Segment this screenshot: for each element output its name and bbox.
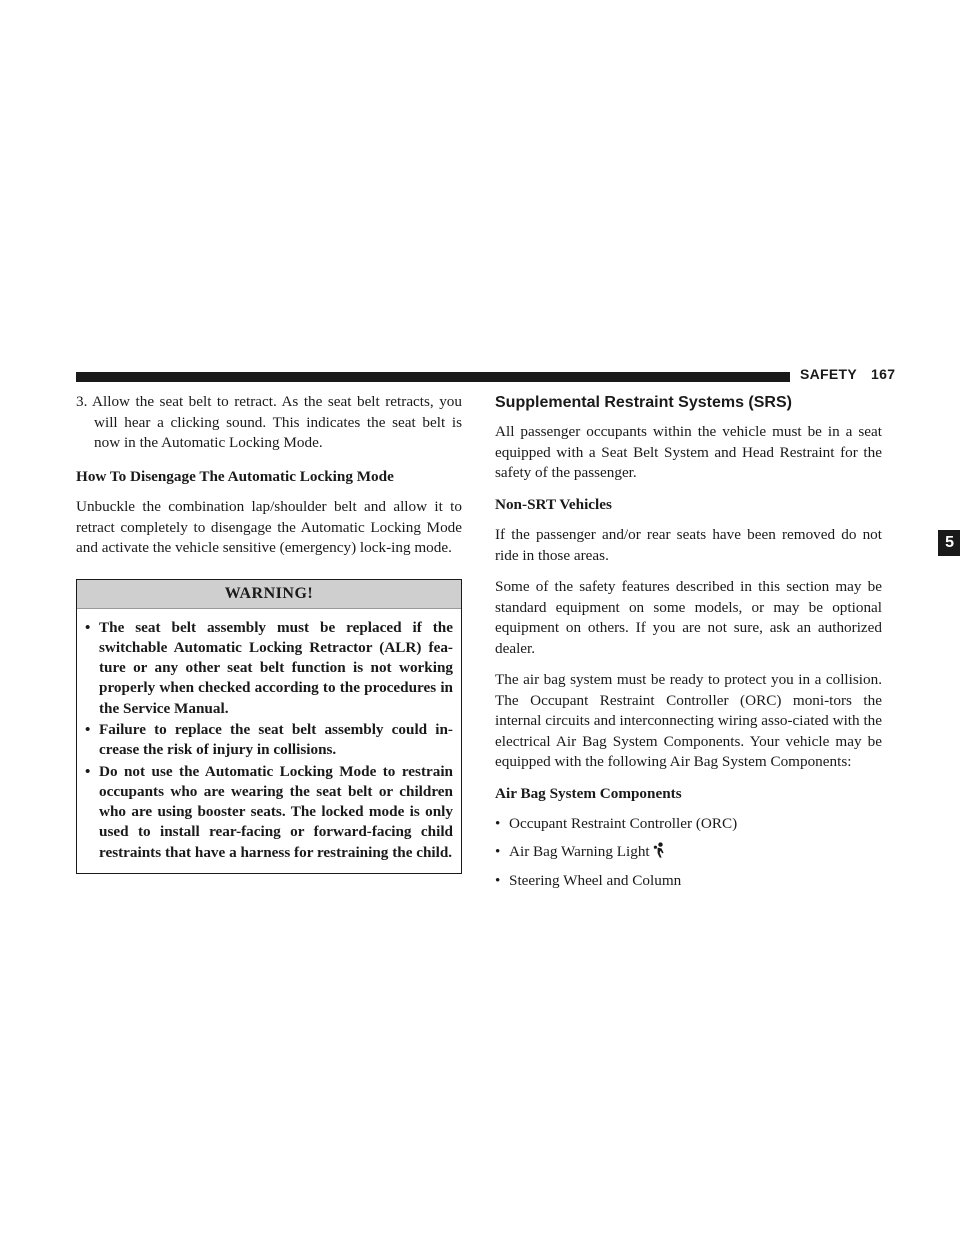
bullet: • [495,842,501,860]
airbag-paragraph: The air bag system must be ready to protect you in a collision. The Occupant Restraint Controller (ORC) moni-tors the internal circuits and interconnecting wiring asso-ciated with the electrical Air Bag System Components. Your vehicle may be equipped with the following Air Bag System Components: [495,671,882,770]
section-name: SAFETY [800,366,858,382]
disengage-heading: How To Disengage The Automatic Locking Mode [76,467,394,485]
warning-box [76,579,462,875]
running-header [800,366,895,382]
features-paragraph: Some of the safety features described in this section may be standard equipment on some models, or may be optional equipment on others. If you are not sure, ask an authorized dealer. [495,578,882,657]
non-srt-paragraph: If the passenger and/or rear seats have been removed do not ride in those areas. [495,526,882,564]
components-list [495,814,882,892]
right-column [495,392,882,899]
airbag-warning-light-icon [653,842,667,865]
srs-intro-paragraph: All passenger occupants within the vehicle must be in a seat equipped with a Seat Belt System and Head Restraint for the safety of the passenger. [495,423,882,481]
bullet: • [495,815,501,832]
list-item [495,814,882,835]
bullet: • [85,720,91,738]
list-item-text: Occupant Restraint Controller (ORC) [509,815,738,832]
non-srt-heading: Non-SRT Vehicles [495,495,612,513]
warning-item [85,762,453,863]
chapter-tab: 5 [938,530,960,556]
list-item-text: Steering Wheel and Column [509,872,682,889]
warning-item [85,720,453,761]
warning-item-text: Do not use the Automatic Locking Mode to restrain occupants who are wearing the seat belt or children who are using booster seats. The locked mode is only used to install rear-facing or forward-facing child restraints that have a harness for restraining the child. [99,762,453,861]
bullet: • [85,618,91,636]
warning-list [77,609,461,874]
step-3: 3. Allow the seat belt to retract. As the seat belt retracts, you will hear a clicking sound. This indicates the seat belt is now in the Automatic Locking Mode. [76,393,462,451]
components-heading: Air Bag System Components [495,784,682,802]
bullet: • [85,762,91,780]
warning-item-text: The seat belt assembly must be replaced if the switchable Automatic Locking Retractor (ALR) fea-ture or any other seat belt function is not working properly when checked according to the procedures in the Service Manual. [99,618,453,717]
warning-item [85,618,453,719]
section-title: Supplemental Restraint Systems (SRS) [495,394,792,411]
list-item-text: Air Bag Warning Light [509,842,650,860]
page-number: 167 [871,366,896,382]
warning-title: WARNING! [77,580,461,609]
header-rule [76,372,790,382]
disengage-paragraph: Unbuckle the combination lap/shoulder belt and allow it to retract completely to disengage the Automatic Locking Mode and activate the vehicle sensitive (emergency) lock-ing mode. [76,498,462,556]
bullet: • [495,872,501,889]
list-item [495,842,882,865]
left-column [76,392,462,874]
warning-item-text: Failure to replace the seat belt assembly could in-crease the risk of injury in collisions. [99,720,453,759]
list-item [495,871,882,892]
